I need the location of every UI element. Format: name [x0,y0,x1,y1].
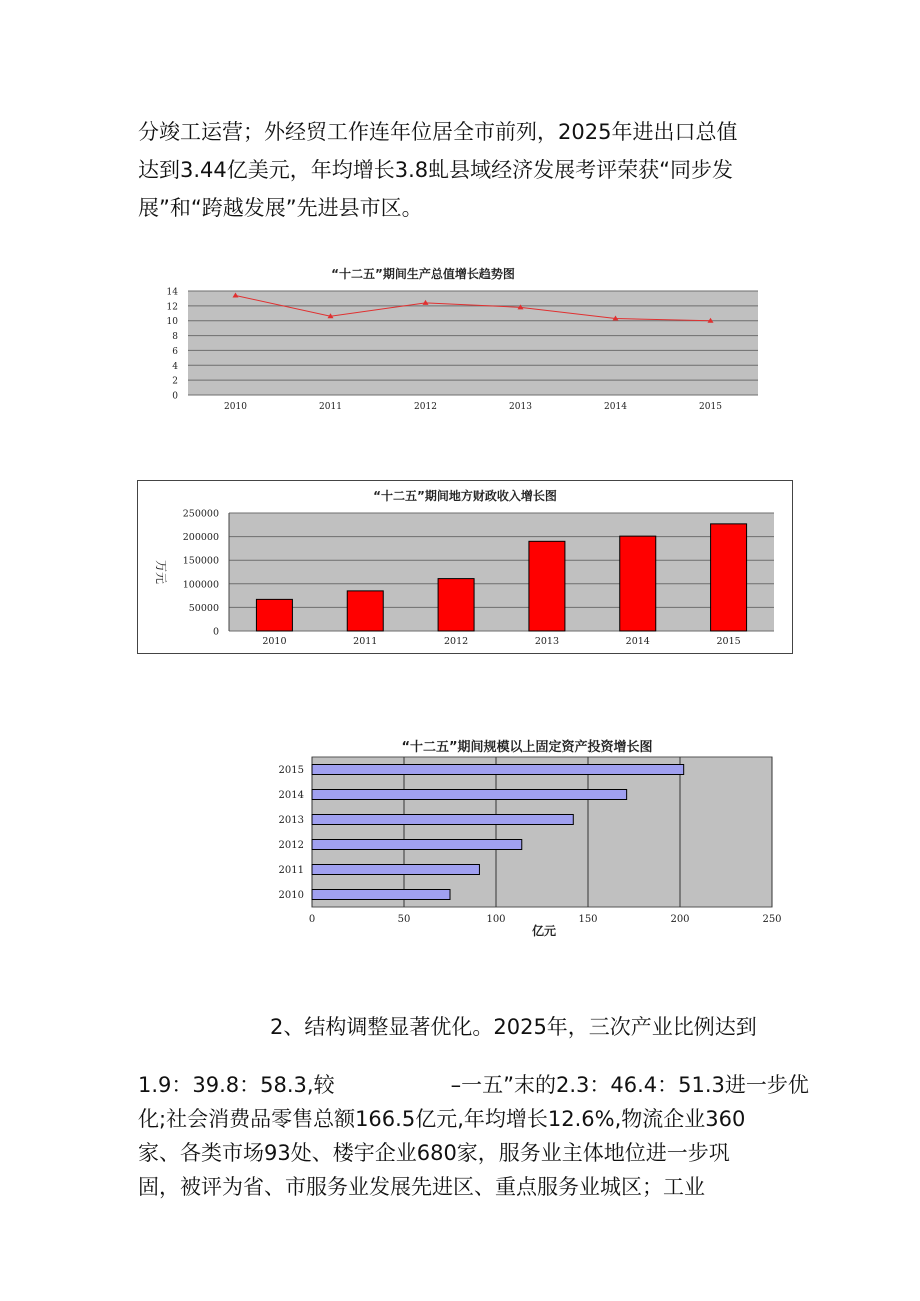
bar [438,579,474,631]
x-tick-label: 150 [578,914,598,925]
y-tick-label: 50000 [188,602,219,614]
x-tick-label: 2010 [224,402,247,412]
paragraph-line: –一五”末的2.3：46.4：51.3进一步优 [450,1073,809,1097]
y-tick-label: 250000 [182,508,219,520]
paragraph-structure-heading [138,1008,798,1046]
bar [620,536,656,631]
x-tick-label: 2011 [353,636,378,647]
chart-title: “十二五”期间地方财政收入增长图 [373,489,557,503]
y-tick-label: 10 [166,317,178,328]
x-tick-label: 2014 [604,402,627,412]
plot-area [229,513,774,631]
gdp-growth-line-chart [150,258,770,418]
y-tick-label: 2013 [278,815,304,826]
paragraph-structure-body [138,1068,809,1204]
y-tick-label: 6 [172,346,178,357]
x-tick-label: 250 [762,914,782,925]
x-tick-label: 2013 [534,636,560,647]
x-tick-label: 2010 [262,636,287,647]
y-tick-label: 12 [166,302,178,313]
paragraph-line: 达到3.44亿美元，年均增长3.8虬县域经济发展考评荣获“同步发 [138,158,734,182]
paragraph-line: 展”和“跨越发展”先进县市区。 [138,196,423,220]
y-tick-label: 100000 [182,579,219,591]
bar [312,865,479,875]
x-tick-label: 2015 [699,402,722,412]
y-tick-label: 0 [172,391,178,402]
y-tick-label: 200000 [182,532,219,544]
x-tick-label: 2014 [625,636,650,647]
y-tick-label: 14 [166,287,178,298]
chart-title: “十二五”期间生产总值增长趋势图 [331,267,515,281]
bar [347,591,383,631]
fixed-asset-investment-bar-chart [262,735,802,945]
x-tick-label: 100 [486,914,506,925]
paragraph-intro [138,113,798,227]
fiscal-revenue-bar-chart [137,480,793,654]
paragraph-line: 2、结构调整显著优化。2025年，三次产业比例达到 [270,1015,757,1039]
bar [256,599,292,631]
x-tick-label: 0 [308,914,316,925]
y-tick-label: 2011 [278,865,304,876]
y-tick-label: 2015 [278,765,304,776]
paragraph-line: 固，被评为省、市服务业发展先进区、重点服务业城区；工业 [138,1175,705,1199]
x-tick-label: 50 [397,914,411,925]
x-tick-label: 200 [670,914,690,925]
y-tick-label: 0 [212,626,219,638]
y-tick-label: 2012 [278,840,304,851]
y-axis-label: 万元 [154,559,168,585]
x-tick-label: 2011 [319,402,342,412]
plot-area [188,291,758,395]
y-tick-label: 8 [172,332,178,343]
paragraph-line: 分竣工运营；外经贸工作连年位居全市前列，2025年进出口总值 [138,120,738,144]
bar [312,790,627,800]
x-tick-label: 2015 [716,636,741,647]
paragraph-line: 家、各类市场93处、楼宇企业680家，服务业主体地位进一步巩 [138,1141,730,1165]
chart-title: “十二五”期间规模以上固定资产投资增长图 [401,740,653,755]
y-tick-label: 2014 [278,790,304,801]
bar [711,524,747,631]
bar [312,890,450,900]
paragraph-line: 化;社会消费品零售总额166.5亿元,年均增长12.6%,物流企业360 [138,1107,746,1131]
y-tick-label: 150000 [182,555,219,567]
bar [312,840,522,850]
x-tick-label: 2012 [443,636,469,647]
x-axis-label: 亿元 [531,924,557,938]
bar [529,541,565,631]
plot-area [312,757,772,907]
y-tick-label: 2010 [278,890,304,901]
bar [312,765,684,775]
y-tick-label: 2 [172,376,178,387]
x-tick-label: 2012 [414,402,437,412]
x-tick-label: 2013 [509,402,532,412]
bar [312,815,573,825]
paragraph-line: 1.9：39.8：58.3,较 [138,1073,335,1097]
y-tick-label: 4 [172,361,178,372]
